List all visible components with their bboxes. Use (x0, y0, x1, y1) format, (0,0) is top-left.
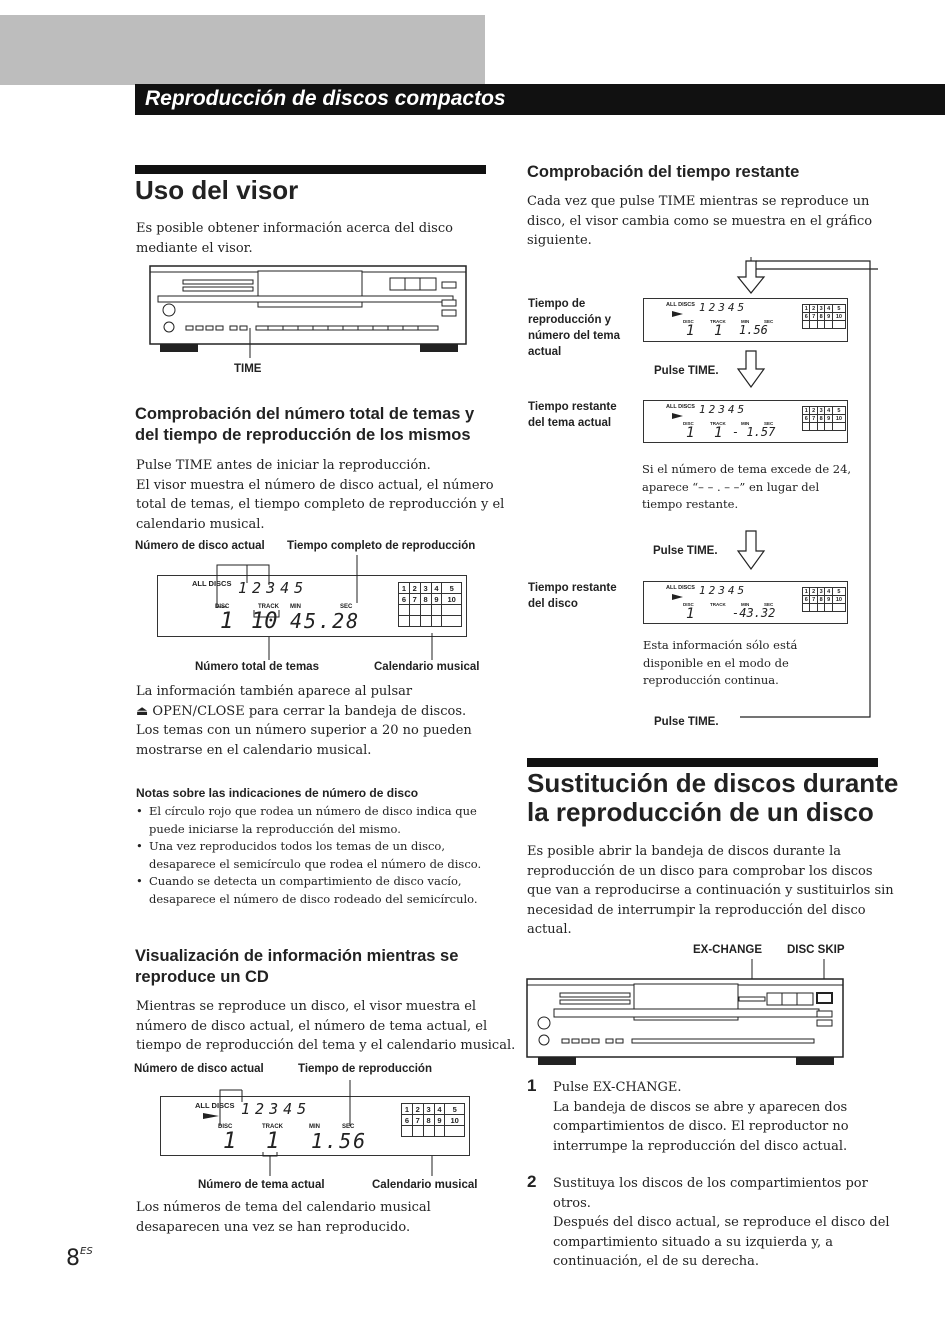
play-indicator-icon (672, 413, 683, 419)
play-indicator-icon (672, 311, 683, 317)
subheading-total-tracks: Comprobación del número total de temas y del tiempo de reproducción de los mismos (135, 405, 475, 444)
notes-list (136, 803, 486, 908)
label-current-disc: Número de disco actual (135, 540, 265, 552)
subsection-body-1: Pulse TIME antes de iniciar la reproducción. El visor muestra el número de disco actual, el número total de temas, el tiempo completo de reproducción y el calendario musical. (136, 458, 505, 532)
section-header (135, 84, 945, 115)
disc-skip-label: DISC SKIP (787, 944, 845, 956)
cd-player-illustration-2 (524, 955, 850, 1073)
label-calendar-2: Calendario musical (372, 1179, 478, 1191)
press-time-3: Pulse TIME. (654, 716, 719, 728)
row2-label: Tiempo restante del tema actual (528, 401, 617, 429)
ex-change-label: EX-CHANGE (693, 944, 763, 956)
note-item: • Una vez reproducidos todos los temas de un disco, desaparece el semicírculo que rodea el número de disco. (136, 838, 486, 873)
remaining-time-body: Cada vez que pulse TIME mientras se reproduce un disco, el visor cambia como se muestra en el gráfico siguiente. (527, 194, 873, 248)
disc-numbers: 12345 (238, 579, 309, 597)
track-digit: 10 (251, 609, 278, 634)
subheading-remaining-time: Comprobación del tiempo restante (527, 163, 800, 181)
display-2-leaders (160, 1080, 480, 1180)
step-2-text: Sustituya los discos de los compartimientos por otros. Después del disco actual, se reproduce el disco del compartimiento situado a su izquierda y, a continuación, el de su derecha. (553, 1176, 890, 1269)
step-1-text: Pulse EX-CHANGE. La bandeja de discos se abre y aparecen dos compartimientos de disco. El reproductor no interrumpe la reproducción del disco actual. (553, 1080, 849, 1154)
display-panel-1: ALL DISCS 12345 DISC TRACK MIN SEC 1 10 45.28 1 2 3 4 5 6 7 8 9 10 (157, 575, 467, 637)
exchange-body: Es posible abrir la bandeja de discos durante la reproducción de un disco para comprobar los discos que van a reproducirse a continuación y sustituirlos sin necesidad de interrumpir la reproducción del disco actual. (527, 844, 894, 937)
note-continuous: Esta información sólo está disponible en el modo de reproducción continua. (643, 638, 798, 687)
mini-display-1: ALL DISCS 12345 DISC TRACK MIN SEC 1 1 1.56 1 2 3 4 5 6 7 8 9 10 (643, 298, 848, 342)
label-current-disc-2: Número de disco actual (134, 1063, 264, 1075)
step-number-1: 1 (527, 1076, 537, 1095)
label-total-tracks: Número total de temas (195, 661, 319, 673)
display-panel-2: ALL DISCS 12345 DISC TRACK MIN SEC 1 1 1.56 1 2 3 4 5 6 7 8 9 10 (160, 1096, 470, 1156)
music-calendar: 1 2 3 4 5 6 7 8 9 10 (802, 304, 846, 329)
label-full-time: Tiempo completo de reproducción (287, 540, 476, 552)
label-play-time: Tiempo de reproducción (298, 1063, 432, 1075)
disc-numbers: 12345 (241, 1100, 312, 1118)
row3-label: Tiempo restante del disco (528, 582, 617, 610)
note-item: • Cuando se detecta un compartimiento de disco vacío, desaparece el número de disco rodeado del semicírculo. (136, 873, 486, 908)
page-title: Uso del visor (135, 175, 299, 205)
after-text-2: Los números de tema del calendario musical desaparecen una vez se han reproducido. (136, 1200, 431, 1235)
page-number: $8^{ES}$ (66, 1246, 93, 1271)
disc-digit: 1 (220, 609, 234, 634)
subsection-body-2: Mientras se reproduce un disco, el visor muestra el número de disco actual, el número de tema actual, el tiempo de reproducción del tema y el calendario musical. (136, 999, 516, 1053)
note-track-over-24: Si el número de tema excede de 24, aparece “– – . – –” en lugar del tiempo restante. (642, 462, 852, 511)
disc-digit: 1 (223, 1129, 237, 1154)
mini-display-3: ALL DISCS 12345 DISC TRACK MIN SEC 1 -43.32 1 2 3 4 5 6 7 8 9 10 (643, 581, 848, 624)
row1-label: Tiempo de reproducción y número del tema actual (528, 298, 621, 358)
time-digit: 45.28 (290, 609, 361, 633)
play-indicator-icon (672, 594, 683, 600)
music-calendar: 1 2 3 4 5 6 7 8 9 10 (802, 406, 846, 431)
notes-title: Notas sobre las indicaciones de número de disco (136, 786, 419, 800)
music-calendar: 1 2 3 4 5 6 7 8 9 10 (802, 587, 846, 612)
step-number-2: 2 (527, 1172, 537, 1191)
music-calendar: 1 2 3 4 5 6 7 8 9 10 (398, 582, 462, 627)
press-time-1: Pulse TIME. (654, 365, 719, 377)
time-label: TIME (234, 363, 262, 375)
press-time-2: Pulse TIME. (653, 545, 718, 557)
info-close-text: La información también aparece al pulsar ⏏ OPEN/CLOSE para cerrar la bandeja de discos. Los temas con un número superior a 20 no pueden mostrarse en el calendario musical. (136, 684, 472, 758)
title-rule-2 (527, 758, 878, 767)
track-digit: 1 (266, 1129, 280, 1154)
display-1-leaders (157, 555, 477, 665)
section-title-2: Sustitución de discos durante la reproducción de un disco (527, 768, 899, 827)
section-title: Reproducción de discos compactos (145, 87, 506, 110)
time-digit: 1.56 (311, 1129, 368, 1153)
label-calendar-1: Calendario musical (374, 661, 480, 673)
mini-display-2: ALL DISCS 12345 DISC TRACK MIN SEC 1 1 - 1.57 1 2 3 4 5 6 7 8 9 10 (643, 400, 848, 443)
label-current-track: Número de tema actual (198, 1179, 325, 1191)
title-rule (135, 165, 486, 174)
header-gray-block (0, 15, 485, 85)
intro-text: Es posible obtener información acerca del disco mediante el visor. (136, 221, 453, 256)
cd-player-illustration (148, 262, 470, 358)
subheading-playing: Visualización de información mientras se reproduce un CD (135, 947, 459, 986)
music-calendar: 1 2 3 4 5 6 7 8 9 10 (401, 1103, 465, 1137)
note-item: • El círculo rojo que rodea un número de disco indica que puede iniciarse la reproducción del mismo. (136, 803, 486, 838)
